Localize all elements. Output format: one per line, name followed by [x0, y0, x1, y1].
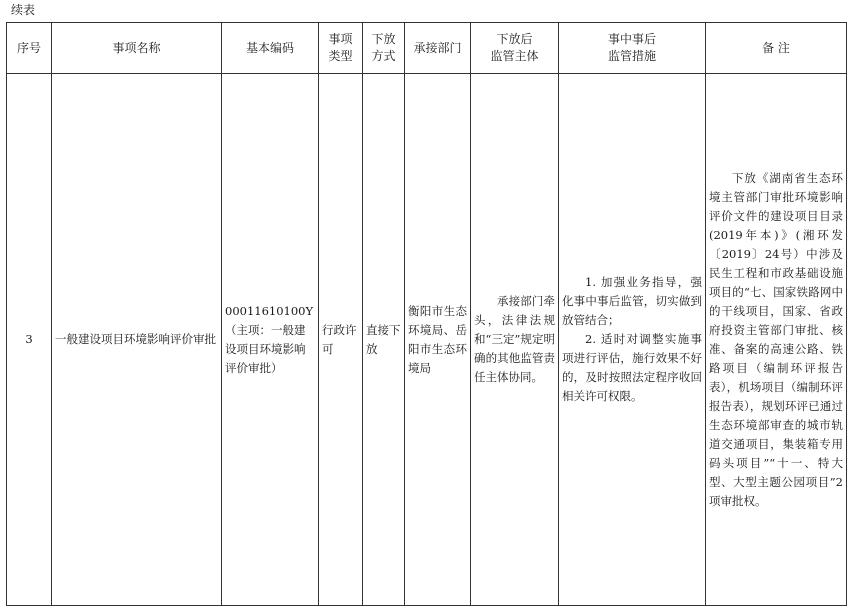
- item-supervisor-text: 承接部门牵头，法律法规和“三定”规定明确的其他监管责任主体协同。: [474, 294, 555, 384]
- item-remark-text: 下放《湖南省生态环境主管部门审批环境影响评价文件的建设项目目录(2019年本)》(湘环发〔2019〕24号）中涉及民生工程和市政基础设施项目的“七、国家铁路网中的干线项目，国家、省政府投资主管部门审批、核准、备案的高速公路、铁路项目（编制环评报告表），机场项目（编制环评报告表），规划环评已通过生态环境部审查的城市轨道交通项目，集装箱专用码头项目”“十一、特大型、大型主题公园项目”2项审批权。: [709, 170, 843, 508]
- table-row: [7, 74, 847, 606]
- items-table: [6, 22, 847, 606]
- item-code-text: 00011610100Y（主项：一般建设项目环境影响评价审批）: [225, 303, 314, 375]
- header-type: 事项 类型: [319, 23, 363, 74]
- item-dept-text: 衡阳市生态环境局、岳阳市生态环境局: [408, 303, 467, 375]
- cell-measures: [559, 74, 706, 606]
- header-name: 事项名称: [52, 23, 222, 74]
- header-measures: 事中事后 监管措施: [559, 23, 706, 74]
- cell-dept: [405, 74, 471, 606]
- measure-item: 2. 适时对调整实施事项进行评估，施行效果不好的，及时按照法定程序收回相关许可权限。: [562, 332, 702, 403]
- item-method-text: 直接下放: [366, 322, 401, 356]
- cell-name: [52, 74, 222, 606]
- cell-supervisor: [471, 74, 559, 606]
- header-dept: 承接部门: [405, 23, 471, 74]
- item-name-text: 一般建设项目环境影响评价审批: [55, 332, 216, 346]
- header-method: 下放 方式: [363, 23, 405, 74]
- header-seq: 序号: [7, 23, 52, 74]
- header-row: [7, 23, 847, 74]
- header-supervisor: 下放后 监管主体: [471, 23, 559, 74]
- table-caption: 续表: [11, 3, 36, 17]
- cell-seq: 3: [7, 74, 52, 606]
- item-type-text: 行政许可: [322, 322, 357, 356]
- measure-item: 1. 加强业务指导，强化事中事后监管，切实做到放管结合；: [562, 275, 702, 327]
- cell-remark: [706, 74, 847, 606]
- cell-type: [319, 74, 363, 606]
- cell-method: [363, 74, 405, 606]
- cell-code: [222, 74, 319, 606]
- header-remark: 备 注: [706, 23, 847, 74]
- header-code: 基本编码: [222, 23, 319, 74]
